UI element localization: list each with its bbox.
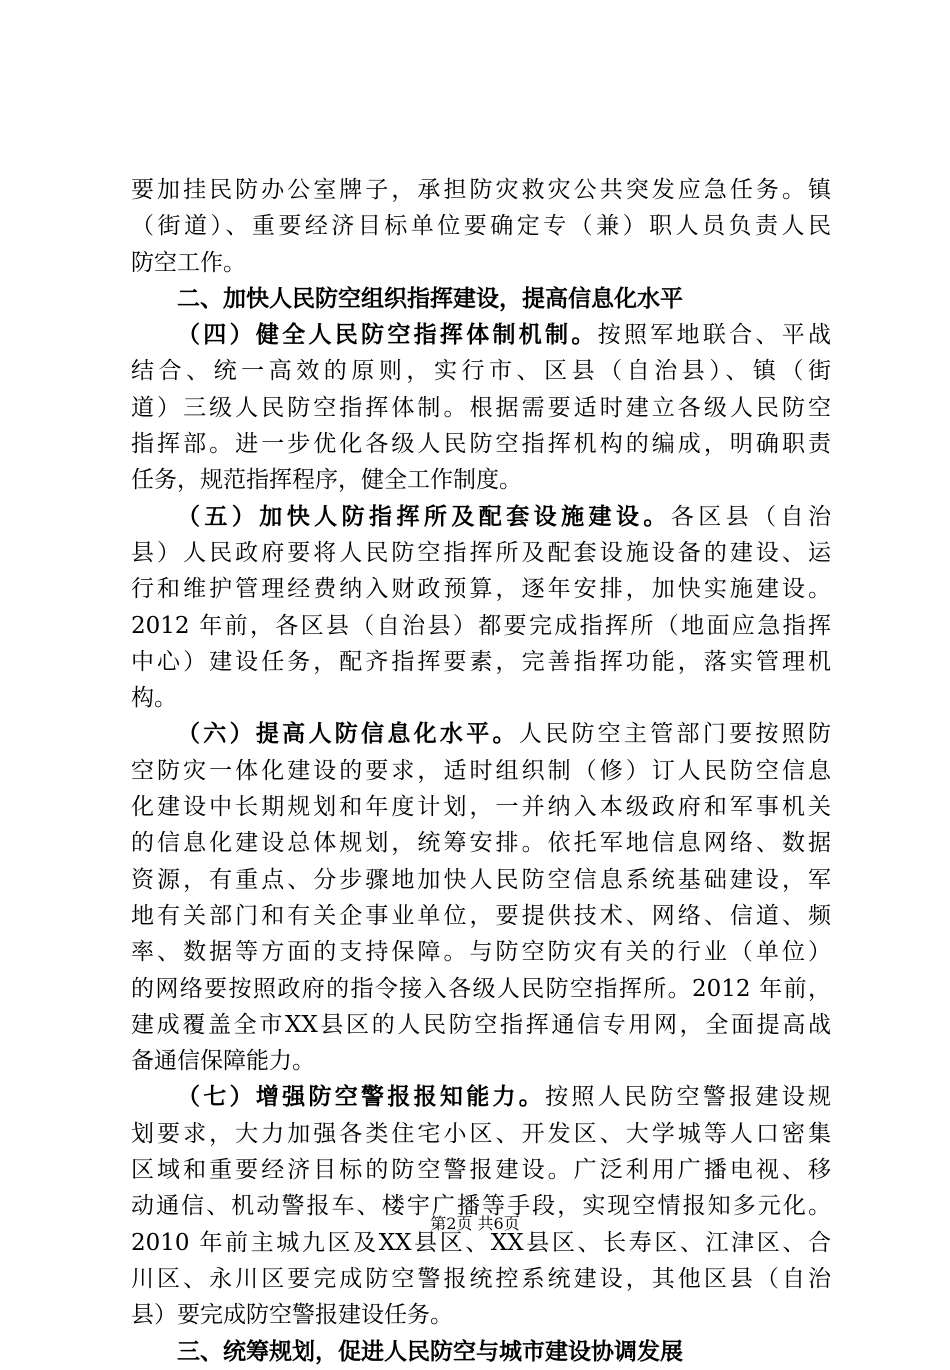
text-line: 备通信保障能力。 (131, 1048, 315, 1075)
text-line: 建成覆盖全市XX县区的人民防空指挥通信专用网，全面提高战 (131, 1011, 831, 1038)
text-line: 的信息化建设总体规划，统筹安排。依托军地信息网络、数据 (131, 830, 831, 857)
item-text: 按照人民防空警报建设规 (545, 1084, 831, 1111)
text-line: 构。 (131, 685, 177, 712)
text-line: 化建设中长期规划和年度计划，一并纳入本级政府和军事机关 (131, 794, 831, 821)
text-line: 县）人民政府要将人民防空指挥所及配套设施设备的建设、运 (131, 539, 831, 566)
text-line: 2012 年前，各区县（自治县）都要完成指挥所（地面应急指挥 (131, 612, 831, 639)
paragraph-first-line (131, 499, 831, 535)
paragraph-first-line (131, 1079, 831, 1115)
text-line: 区域和重要经济目标的防空警报建设。广泛利用广播电视、移 (131, 1157, 831, 1184)
text-line: 要加挂民防办公室牌子，承担防灾救灾公共突发应急任务。镇 (131, 177, 831, 203)
text-line: 道）三级人民防空指挥体制。根据需要适时建立各级人民防空 (131, 394, 831, 421)
text-line: 任务，规范指挥程序，健全工作制度。 (131, 467, 522, 494)
text-line: 指挥部。进一步优化各级人民防空指挥机构的编成，明确职责 (131, 431, 831, 458)
text-line: 动通信、机动警报车、楼宇广播等手段，实现空情报知多元化。 (131, 1193, 831, 1220)
item-text: 各区县（自治 (670, 503, 831, 530)
section-heading: 三、统筹规划，促进人民防空与城市建设协调发展 (177, 1338, 683, 1365)
paragraph-first-line (131, 716, 831, 752)
text-line: （街道）、重要经济目标单位要确定专（兼）职人员负责人民 (131, 213, 831, 240)
document-body (131, 172, 831, 1370)
item-lead: （七）增强防空警报报知能力。 (177, 1084, 546, 1111)
text-line: 空防灾一体化建设的要求，适时组织制（修）订人民防空信息 (131, 757, 831, 784)
item-lead: （四）健全人民防空指挥体制机制。 (177, 322, 598, 349)
text-line: 防空工作。 (131, 249, 246, 276)
text-line: 划要求，大力加强各类住宅小区、开发区、大学城等人口密集 (131, 1120, 831, 1147)
section-heading: 二、加快人民防空组织指挥建设，提高信息化水平 (177, 285, 683, 312)
text-line: 资源，有重点、分步骤地加快人民防空信息系统基础建设，军 (131, 866, 831, 893)
text-line: 川区、永川区要完成防空警报统控系统建设，其他区县（自治 (131, 1265, 831, 1292)
text-line: 中心）建设任务，配齐指挥要素，完善指挥功能，落实管理机 (131, 648, 831, 675)
text-line: 县）要完成防空警报建设任务。 (131, 1302, 453, 1329)
item-lead: （五）加快人防指挥所及配套设施建设。 (177, 503, 671, 530)
text-line: 地有关部门和有关企事业单位，要提供技术、网络、信道、频 (131, 902, 831, 929)
text-line: 率、数据等方面的支持保障。与防空防灾有关的行业（单位） (131, 939, 831, 966)
text-line: 2010 年前主城九区及XX县区、XX县区、长寿区、江津区、合 (131, 1229, 831, 1256)
text-line: 的网络要按照政府的指令接入各级人民防空指挥所。2012 年前， (131, 975, 831, 1002)
item-text: 按照军地联合、平战 (597, 322, 831, 349)
item-text: 人民防空主管部门要按照防 (518, 721, 831, 748)
page-number-footer: 第2页 共6页 (430, 1214, 520, 1233)
item-lead: （六）提高人防信息化水平。 (177, 721, 519, 748)
text-line: 行和维护管理经费纳入财政预算，逐年安排，加快实施建设。 (131, 576, 831, 603)
paragraph-first-line (131, 317, 831, 353)
text-line: 结合、统一高效的原则，实行市、区县（自治县）、镇（街 (131, 358, 831, 385)
